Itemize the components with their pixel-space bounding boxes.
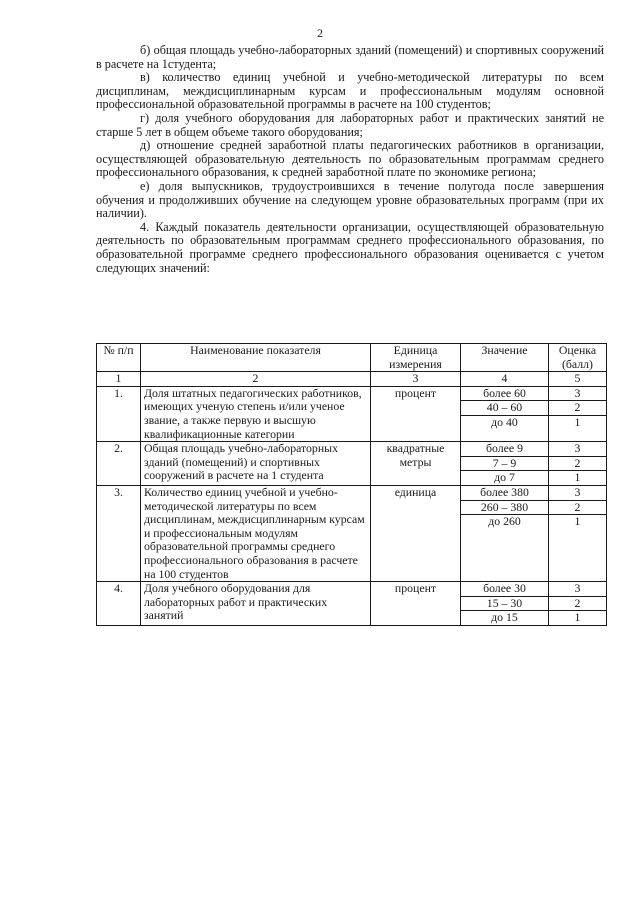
row-num: 3. [97, 485, 141, 581]
row-scores [549, 485, 607, 581]
score-item: 3 [549, 387, 606, 402]
score-item: 1 [574, 514, 581, 529]
score-item: 2 [549, 401, 606, 416]
row-unit: процент [371, 582, 461, 626]
row-scores [549, 442, 607, 486]
value-item: 7 – 9 [461, 457, 548, 472]
page-number: 2 [317, 26, 323, 40]
row-scores [549, 386, 607, 441]
header-score: Оценка (балл) [549, 344, 607, 372]
score-item: 2 [549, 457, 606, 472]
table-row [97, 582, 607, 626]
paragraph-d: д) отношение средней заработной платы педагогических работников в организации, осуществляющей образовательную деятельность по образовательным программам среднего профессионального образования, к средней заработной плате по экономике региона; [96, 138, 604, 180]
row-values [461, 386, 549, 441]
paragraph-e: е) доля выпускников, трудоустроившихся в течение полугода после завершения обучения и продолживших обучение на следующем уровне образовательных программ (при их наличии). [96, 178, 604, 221]
row-name: Доля учебного оборудования для лабораторных работ и практических занятий [141, 582, 371, 626]
paragraph-g: г) доля учебного оборудования для лабораторных работ и практических занятий не старше 5 лет в общем объеме такого оборудования; [96, 110, 604, 139]
score-item: 2 [549, 501, 606, 516]
table-row [97, 442, 607, 486]
header-name: Наименование показателя [141, 344, 371, 372]
score-item: 2 [549, 597, 606, 612]
score-item: 3 [549, 442, 606, 457]
row-name: Общая площадь учебно-лабораторных зданий (помещений) и спортивных сооружений в расчете на 1 студента [141, 442, 371, 486]
value-item: более 9 [461, 442, 548, 457]
table-row [97, 386, 607, 441]
row-values [461, 582, 549, 626]
paragraph-b: б) общая площадь учебно-лабораторных зданий (помещений) и спортивных сооружений в расчете на 1студента; [96, 43, 604, 71]
column-number: 2 [141, 372, 371, 387]
body-text [96, 44, 604, 275]
column-number: 3 [371, 372, 461, 387]
row-unit: процент [371, 386, 461, 441]
value-item: более 60 [461, 387, 548, 402]
row-num: 2. [97, 442, 141, 486]
score-item: 3 [549, 486, 606, 501]
value-item: 40 – 60 [461, 401, 548, 416]
value-item: более 380 [461, 486, 548, 501]
value-item: более 30 [461, 582, 548, 597]
header-unit: Единица измерения [371, 344, 461, 372]
row-unit: единица [371, 485, 461, 581]
value-item: 15 – 30 [461, 597, 548, 612]
value-item: до 15 [491, 610, 518, 625]
row-scores [549, 582, 607, 626]
value-item: до 260 [488, 514, 521, 529]
table-row [97, 485, 607, 581]
header-value: Значение [461, 344, 549, 372]
row-unit: квадратные метры [371, 442, 461, 486]
value-item: до 40 [491, 414, 518, 429]
value-item: до 7 [494, 470, 515, 485]
row-values [461, 485, 549, 581]
row-values [461, 442, 549, 486]
score-item: 1 [574, 470, 581, 485]
indicators-table [96, 343, 607, 626]
paragraph-v: в) количество единиц учебной и учебно-методической литературы по всем дисциплинам, междисциплинарным курсам и профессиональным модулям основной профессиональной образовательной программы в расчете на 100 студентов; [96, 70, 604, 112]
column-number: 1 [97, 372, 141, 387]
column-number: 5 [549, 372, 607, 387]
score-item: 3 [549, 582, 606, 597]
row-num: 4. [97, 582, 141, 626]
row-name: Количество единиц учебной и учебно-методической литературы по всем дисциплинам, междисциплинарным курсам и профессиональным модулям образовательной программы среднего профессионального образования в расчете на 100 студентов [141, 485, 371, 581]
row-name: Доля штатных педагогических работников, имеющих ученую степень и/или ученое звание, а также первую и высшую квалификационные категории [141, 386, 371, 441]
table-header-row [97, 344, 607, 372]
score-item: 1 [574, 610, 581, 625]
row-num: 1. [97, 386, 141, 441]
paragraph-4: 4. Каждый показатель деятельности организации, осуществляющей образовательную деятельность по образовательным программам среднего профессионального образования, по образовательной программе среднего профессионального образования оценивается с учетом следующих значений: [96, 219, 604, 275]
score-item: 1 [574, 414, 581, 429]
column-number: 4 [461, 372, 549, 387]
value-item: 260 – 380 [461, 501, 548, 516]
column-number-row [97, 372, 607, 387]
header-num: № п/п [97, 344, 141, 372]
